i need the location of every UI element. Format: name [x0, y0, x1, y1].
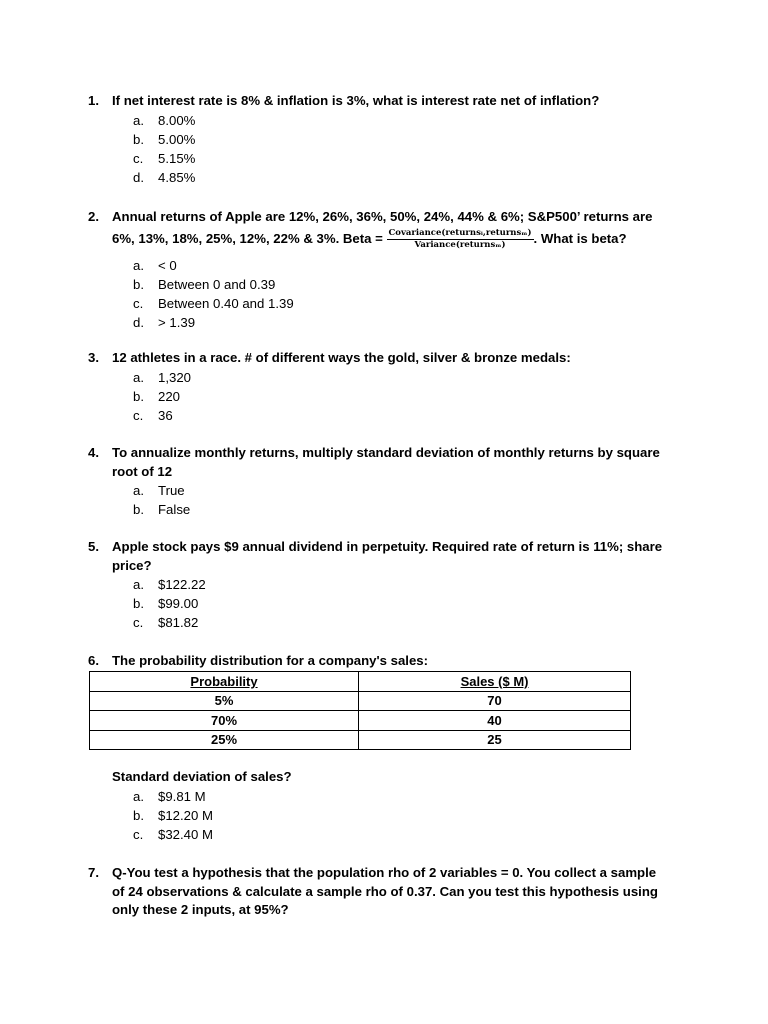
option-letter: c.	[133, 826, 144, 842]
option-text: Between 0.40 and 1.39	[158, 296, 294, 312]
question-text-part2: . What is beta?	[533, 231, 627, 246]
question-6	[88, 652, 688, 671]
option-letter: c.	[133, 150, 144, 166]
table-cell: 70	[359, 691, 631, 711]
options-list	[88, 481, 688, 519]
option-text: $122.22	[158, 577, 206, 592]
option	[88, 594, 688, 613]
beta-formula	[387, 228, 534, 251]
table-cell: 70%	[90, 711, 359, 731]
table-cell: 5%	[90, 691, 359, 711]
option-text: 8.00%	[158, 112, 196, 128]
option-text: > 1.39	[158, 315, 196, 331]
table-cell: 25%	[90, 730, 359, 750]
table-row	[90, 711, 631, 731]
option-text: 1,320	[158, 369, 192, 385]
table-cell: 40	[359, 711, 631, 731]
option-letter: b.	[133, 807, 144, 823]
option-text: 36	[158, 407, 173, 423]
option-letter: b.	[133, 596, 144, 611]
option	[88, 111, 688, 130]
option	[88, 406, 688, 425]
option-letter: a.	[133, 258, 144, 274]
option-text: True	[158, 483, 185, 498]
option	[88, 481, 688, 500]
option-text: False	[158, 502, 191, 517]
question-number: 5.	[88, 539, 99, 554]
question-text: Q-You test a hypothesis that the population rho of 2 variables = 0. You collect a sample of 24 observations & calculate a sample rho of 0.37. Can you test this hypothesis using only these 2 inputs, at 95%?	[112, 865, 658, 917]
formula-denominator: Variance(returnsₘ)	[414, 240, 506, 251]
options-list	[88, 787, 688, 844]
option-text: Between 0 and 0.39	[158, 277, 276, 293]
option-letter: d.	[133, 315, 144, 331]
option	[88, 368, 688, 387]
probability-table	[89, 671, 631, 750]
table-cell: 25	[359, 730, 631, 750]
option-text: $12.20 M	[158, 807, 213, 823]
option-text: 4.85%	[158, 169, 196, 185]
table-row	[90, 730, 631, 750]
header-sales: Sales ($ M)	[460, 673, 529, 689]
option-letter: c.	[133, 407, 144, 423]
option-text: $9.81 M	[158, 788, 206, 804]
question-text: If net interest rate is 8% & inflation is 3%, what is interest rate net of inflation?	[112, 93, 600, 108]
option-letter: d.	[133, 169, 144, 185]
question-text	[112, 206, 672, 251]
option	[88, 806, 688, 825]
option-letter: b.	[133, 502, 144, 517]
question-5	[88, 538, 688, 632]
option	[88, 168, 688, 187]
option-letter: c.	[133, 296, 144, 312]
table-header	[359, 672, 631, 692]
question-text: Apple stock pays $9 annual dividend in perpetuity. Required rate of return is 11%; share price?	[112, 539, 663, 573]
option	[88, 149, 688, 168]
option	[88, 275, 688, 294]
question-text: The probability distribution for a company's sales:	[112, 653, 429, 668]
option-text: $32.40 M	[158, 826, 213, 842]
question-number: 7.	[88, 865, 99, 880]
option-letter: b.	[133, 131, 144, 147]
question-3	[88, 349, 688, 425]
question-text-part1: Annual returns of Apple are 12%, 26%, 36%, 50%, 24%, 44% & 6%; S&P500’ returns are 6%, 13%, 18%, 25%, 12%, 22% & 3%. Beta =	[112, 209, 653, 246]
question-6-followup	[88, 768, 688, 844]
options-list	[88, 368, 688, 425]
table-row	[90, 691, 631, 711]
question-1	[88, 92, 688, 187]
option-letter: a.	[133, 369, 144, 385]
question-7	[88, 864, 688, 920]
question-4	[88, 444, 688, 519]
options-list	[88, 256, 688, 332]
option	[88, 575, 688, 594]
option	[88, 130, 688, 149]
option-letter: b.	[133, 277, 144, 293]
option-text: 5.15%	[158, 150, 196, 166]
question-text: To annualize monthly returns, multiply standard deviation of monthly returns by square root of 12	[112, 445, 660, 479]
option	[88, 387, 688, 406]
question-2	[88, 206, 688, 332]
option-text: $81.82	[158, 615, 199, 630]
question-number: 4.	[88, 445, 99, 460]
question-number: 1.	[88, 93, 99, 108]
option	[88, 825, 688, 844]
option	[88, 787, 688, 806]
option-letter: a.	[133, 112, 144, 128]
option	[88, 500, 688, 519]
option-letter: a.	[133, 483, 144, 498]
question-number: 6.	[88, 653, 99, 668]
option-letter: a.	[133, 577, 144, 592]
option-text: 220	[158, 388, 181, 404]
question-text: 12 athletes in a race. # of different ways the gold, silver & bronze medals:	[112, 350, 571, 365]
header-probability: Probability	[190, 673, 258, 689]
table-header	[90, 672, 359, 692]
option-letter: c.	[133, 615, 144, 630]
question-number: 2.	[88, 209, 99, 224]
option	[88, 256, 688, 275]
formula-numerator: Covariance(returnsᵢ,returnsₘ)	[388, 228, 532, 239]
table-header-row	[90, 672, 631, 692]
option	[88, 294, 688, 313]
option	[88, 613, 688, 632]
option-text: 5.00%	[158, 131, 196, 147]
option-letter: b.	[133, 388, 144, 404]
options-list	[88, 111, 688, 187]
question-number: 3.	[88, 350, 99, 365]
option	[88, 313, 688, 332]
option-letter: a.	[133, 788, 144, 804]
option-text: $99.00	[158, 596, 199, 611]
followup-text: Standard deviation of sales?	[112, 769, 292, 784]
options-list	[88, 575, 688, 632]
option-text: < 0	[158, 258, 177, 274]
